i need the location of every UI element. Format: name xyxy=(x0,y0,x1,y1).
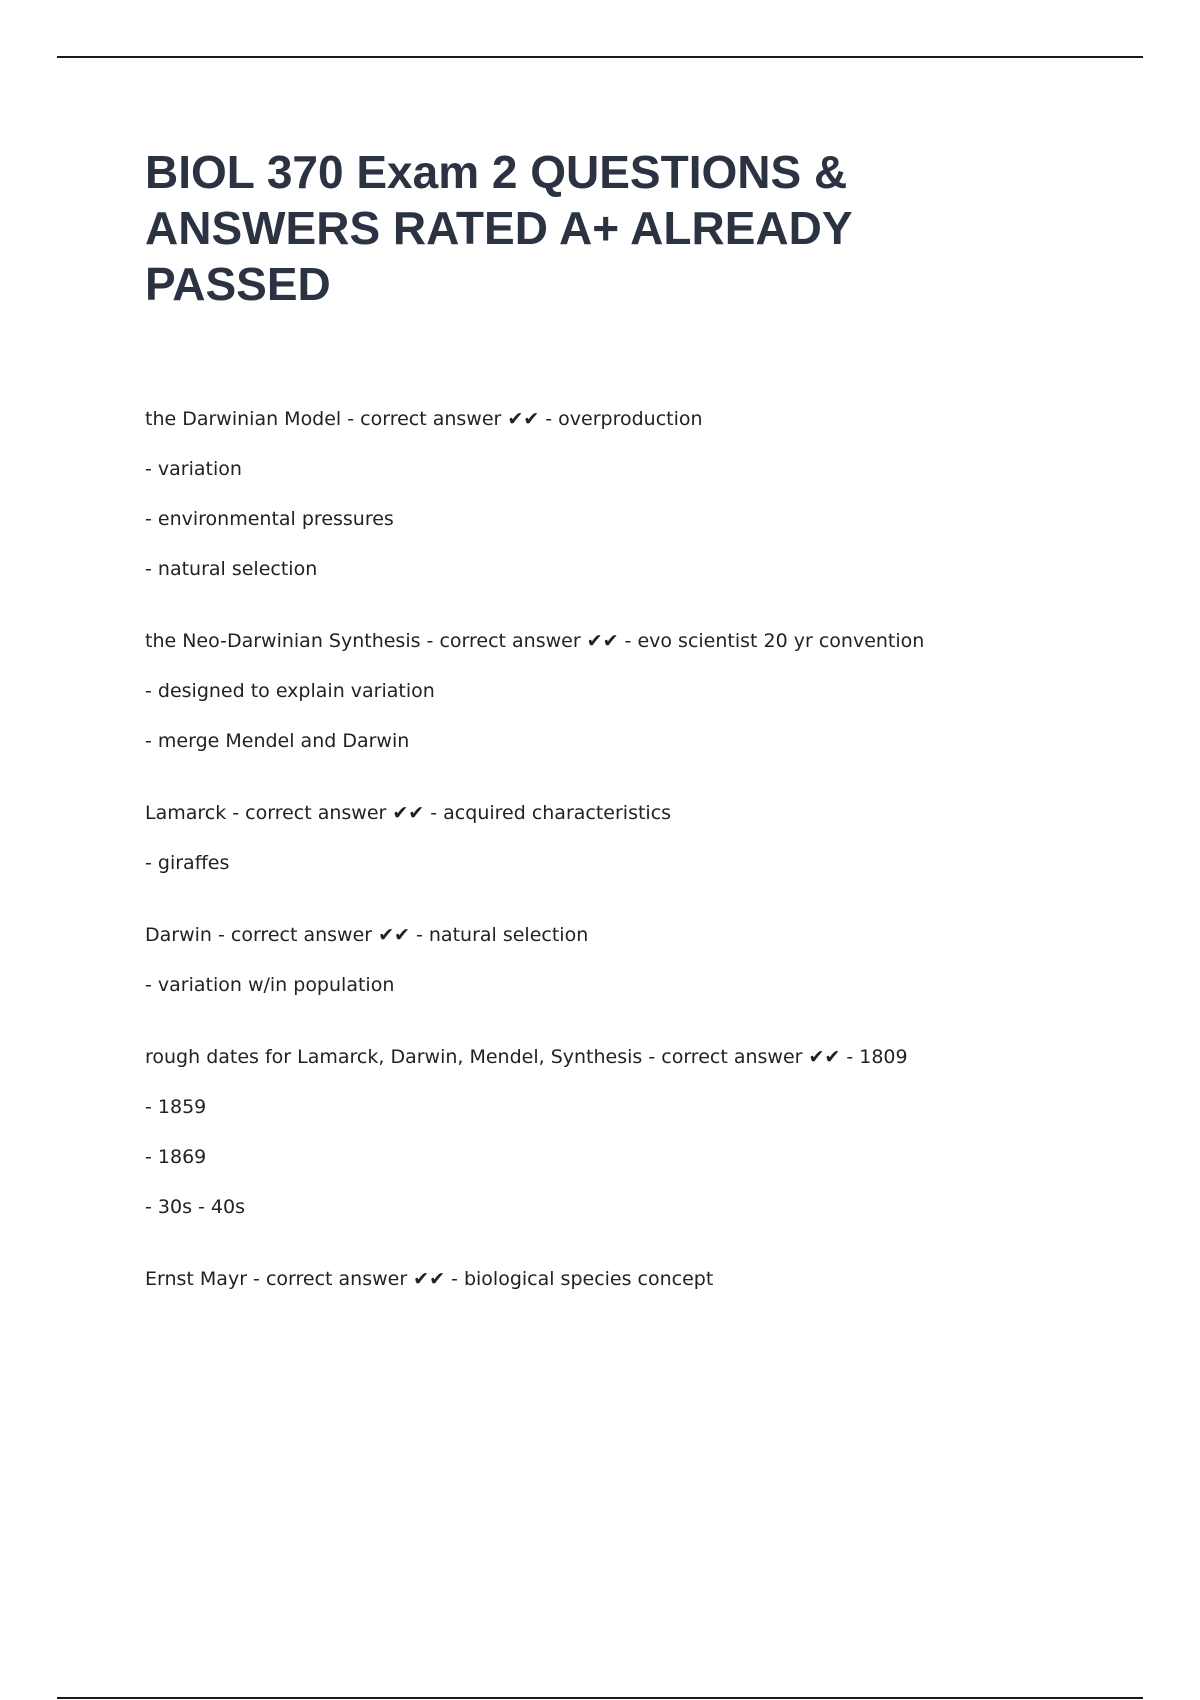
qa-line: - variation xyxy=(145,458,242,480)
qa-line: Darwin - correct answer ✔✔ - natural selection xyxy=(145,924,589,946)
qa-line: - 30s - 40s xyxy=(145,1196,245,1218)
qa-entry xyxy=(145,1267,1145,1292)
qa-line: - environmental pressures xyxy=(145,508,394,530)
qa-entry xyxy=(145,923,1145,998)
qa-entry xyxy=(145,407,1145,582)
qa-line: the Darwinian Model - correct answer ✔✔ - overproduction xyxy=(145,408,703,430)
bottom-rule xyxy=(57,1697,1143,1699)
qa-entry xyxy=(145,629,1145,754)
qa-line: Ernst Mayr - correct answer ✔✔ - biological species concept xyxy=(145,1268,714,1290)
qa-line: - variation w/in population xyxy=(145,974,395,996)
qa-line: - 1869 xyxy=(145,1146,207,1168)
qa-line: - 1859 xyxy=(145,1096,207,1118)
qa-entry xyxy=(145,801,1145,876)
qa-list xyxy=(145,407,1145,1339)
qa-line: rough dates for Lamarck, Darwin, Mendel, Synthesis - correct answer ✔✔ - 1809 xyxy=(145,1046,908,1068)
qa-line: - designed to explain variation xyxy=(145,680,435,702)
qa-entry xyxy=(145,1045,1145,1220)
qa-line: - giraffes xyxy=(145,852,230,874)
qa-line: Lamarck - correct answer ✔✔ - acquired characteristics xyxy=(145,802,672,824)
qa-line: - natural selection xyxy=(145,558,318,580)
top-rule xyxy=(57,56,1143,58)
qa-line: - merge Mendel and Darwin xyxy=(145,730,410,752)
qa-line: the Neo-Darwinian Synthesis - correct answer ✔✔ - evo scientist 20 yr convention xyxy=(145,630,925,652)
document-title: BIOL 370 Exam 2 QUESTIONS & ANSWERS RATED A+ ALREADY PASSED xyxy=(145,146,852,310)
